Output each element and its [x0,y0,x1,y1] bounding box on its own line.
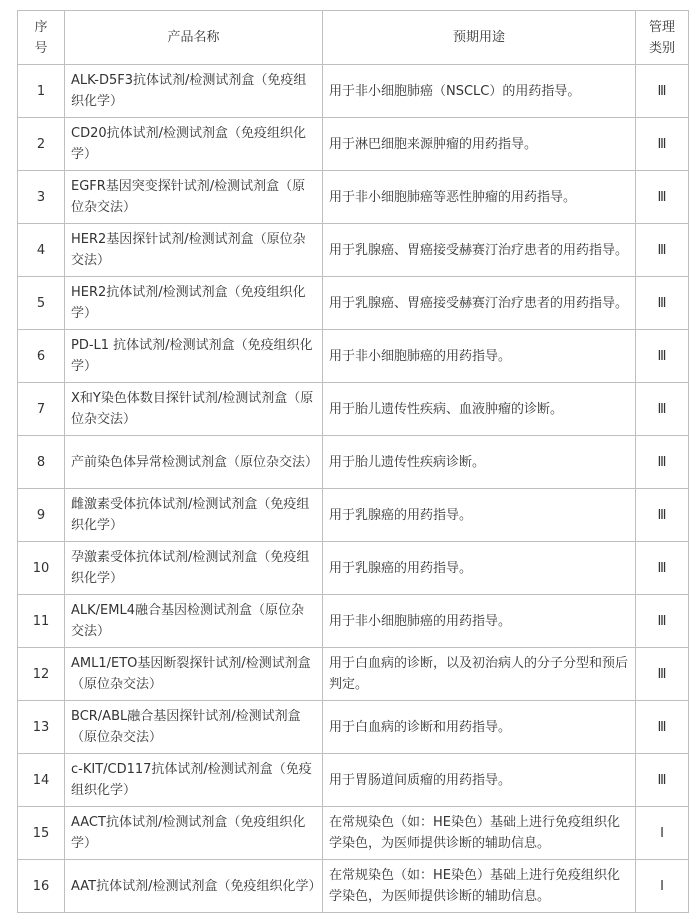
header-management-class [636,11,689,65]
table-row [18,330,689,383]
management-class: Ⅲ [636,754,689,807]
row-number: 1 [18,65,65,118]
row-number: 9 [18,489,65,542]
product-name: AML1/ETO基因断裂探针试剂/检测试剂盒（原位杂交法） [65,648,323,701]
header-index [18,11,65,65]
intended-use: 用于非小细胞肺癌（NSCLC）的用药指导。 [323,65,636,118]
row-number: 15 [18,807,65,860]
intended-use: 用于胎儿遗传性疾病、血液肿瘤的诊断。 [323,383,636,436]
product-name: AAT抗体试剂/检测试剂盒（免疫组织化学） [65,860,323,913]
row-number: 7 [18,383,65,436]
intended-use: 用于非小细胞肺癌的用药指导。 [323,330,636,383]
table-row [18,171,689,224]
table-row [18,383,689,436]
product-name: 产前染色体异常检测试剂盒（原位杂交法） [65,436,323,489]
header-index-top: 序 [34,19,48,35]
management-class: Ⅲ [636,224,689,277]
header-intended-use: 预期用途 [323,11,636,65]
row-number: 6 [18,330,65,383]
header-index-bottom: 号 [34,40,48,56]
table-row [18,807,689,860]
table-row [18,648,689,701]
management-class: Ⅰ [636,807,689,860]
intended-use: 用于乳腺癌的用药指导。 [323,542,636,595]
management-class: Ⅲ [636,648,689,701]
table-row [18,277,689,330]
row-number: 4 [18,224,65,277]
product-name: AACT抗体试剂/检测试剂盒（免疫组织化学） [65,807,323,860]
table-row [18,860,689,913]
product-name: c-KIT/CD117抗体试剂/检测试剂盒（免疫组织化学） [65,754,323,807]
intended-use: 用于乳腺癌、胃癌接受赫赛汀治疗患者的用药指导。 [323,224,636,277]
intended-use: 用于非小细胞肺癌等恶性肿瘤的用药指导。 [323,171,636,224]
product-name: 孕激素受体抗体试剂/检测试剂盒（免疫组织化学） [65,542,323,595]
intended-use: 用于乳腺癌、胃癌接受赫赛汀治疗患者的用药指导。 [323,277,636,330]
table-row [18,224,689,277]
table-row [18,436,689,489]
row-number: 12 [18,648,65,701]
intended-use: 用于白血病的诊断和用药指导。 [323,701,636,754]
product-name: ALK/EML4融合基因检测试剂盒（原位杂交法） [65,595,323,648]
product-name: EGFR基因突变探针试剂/检测试剂盒（原位杂交法） [65,171,323,224]
product-name: ALK-D5F3抗体试剂/检测试剂盒（免疫组织化学） [65,65,323,118]
row-number: 10 [18,542,65,595]
table-row [18,754,689,807]
row-number: 2 [18,118,65,171]
table-row [18,595,689,648]
management-class: Ⅲ [636,171,689,224]
row-number: 11 [18,595,65,648]
management-class: Ⅲ [636,330,689,383]
management-class: Ⅲ [636,383,689,436]
intended-use: 用于胎儿遗传性疾病诊断。 [323,436,636,489]
header-product-name: 产品名称 [65,11,323,65]
header-class-bottom: 类别 [648,40,675,56]
row-number: 5 [18,277,65,330]
intended-use: 用于非小细胞肺癌的用药指导。 [323,595,636,648]
product-table [17,10,689,913]
product-name: 雌激素受体抗体试剂/检测试剂盒（免疫组织化学） [65,489,323,542]
management-class: Ⅲ [636,489,689,542]
intended-use: 用于白血病的诊断，以及初治病人的分子分型和预后判定。 [323,648,636,701]
intended-use: 用于淋巴细胞来源肿瘤的用药指导。 [323,118,636,171]
product-name: HER2抗体试剂/检测试剂盒（免疫组织化学） [65,277,323,330]
management-class: Ⅰ [636,860,689,913]
row-number: 16 [18,860,65,913]
intended-use: 在常规染色（如：HE染色）基础上进行免疫组织化学染色，为医师提供诊断的辅助信息。 [323,860,636,913]
product-name: X和Y染色体数目探针试剂/检测试剂盒（原位杂交法） [65,383,323,436]
management-class: Ⅲ [636,277,689,330]
row-number: 13 [18,701,65,754]
table-row [18,65,689,118]
management-class: Ⅲ [636,118,689,171]
product-name: HER2基因探针试剂/检测试剂盒（原位杂交法） [65,224,323,277]
table-row [18,489,689,542]
management-class: Ⅲ [636,701,689,754]
table-row [18,118,689,171]
table-row [18,701,689,754]
intended-use: 用于乳腺癌的用药指导。 [323,489,636,542]
header-class-top: 管理 [648,19,675,35]
management-class: Ⅲ [636,595,689,648]
product-name: CD20抗体试剂/检测试剂盒（免疫组织化学） [65,118,323,171]
product-name: PD-L1 抗体试剂/检测试剂盒（免疫组织化学） [65,330,323,383]
row-number: 14 [18,754,65,807]
row-number: 8 [18,436,65,489]
table-row [18,542,689,595]
management-class: Ⅲ [636,436,689,489]
intended-use: 在常规染色（如：HE染色）基础上进行免疫组织化学染色，为医师提供诊断的辅助信息。 [323,807,636,860]
product-name: BCR/ABL融合基因探针试剂/检测试剂盒（原位杂交法） [65,701,323,754]
row-number: 3 [18,171,65,224]
management-class: Ⅲ [636,542,689,595]
management-class: Ⅲ [636,65,689,118]
table-header-row [18,11,689,65]
intended-use: 用于胃肠道间质瘤的用药指导。 [323,754,636,807]
